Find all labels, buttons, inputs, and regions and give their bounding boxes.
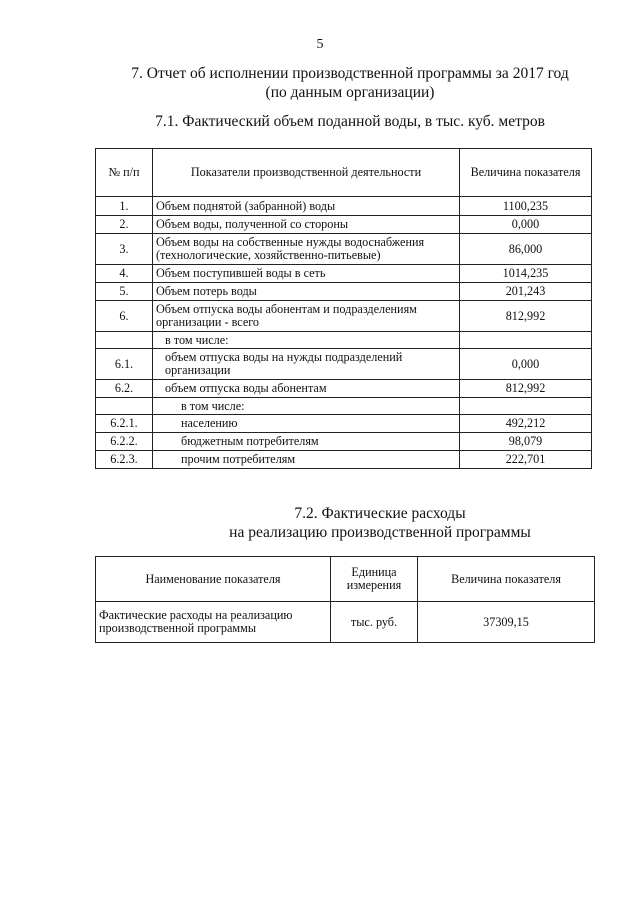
table-row <box>96 234 592 265</box>
expenses-table <box>95 556 595 643</box>
row-num: 3. <box>96 234 153 265</box>
row-num: 6.2.1. <box>96 415 153 433</box>
header-value: Величина показателя <box>460 149 592 197</box>
section-7-title-line2: (по данным организации) <box>265 84 435 101</box>
row-label: Объем отпуска воды абонентам и подразделениям организации - всего <box>153 301 460 332</box>
row-label: объем отпуска воды на нужды подразделений организации <box>153 349 460 380</box>
row-num: 2. <box>96 216 153 234</box>
header-unit: Единица измерения <box>331 557 418 602</box>
row-label: прочим потребителям <box>153 451 460 469</box>
table-row <box>96 451 592 469</box>
row-num <box>96 398 153 415</box>
row-label: в том числе: <box>153 398 460 415</box>
row-value: 201,243 <box>460 283 592 301</box>
row-value: 1100,235 <box>460 197 592 216</box>
table-row <box>96 380 592 398</box>
section-7-2-title-line2: на реализацию производственной программы <box>229 524 531 541</box>
row-num <box>96 332 153 349</box>
row-value: 812,992 <box>460 301 592 332</box>
section-7-title-line1: 7. Отчет об исполнении производственной программы за 2017 год <box>131 65 569 82</box>
table-row <box>96 301 592 332</box>
row-value: 492,212 <box>460 415 592 433</box>
row-num: 1. <box>96 197 153 216</box>
section-7-title <box>120 64 580 102</box>
row-value <box>460 398 592 415</box>
row-value: 0,000 <box>460 349 592 380</box>
row-value <box>460 332 592 349</box>
row-label: объем отпуска воды абонентам <box>153 380 460 398</box>
row-value: 812,992 <box>460 380 592 398</box>
header-indicator: Показатели производственной деятельности <box>153 149 460 197</box>
row-value: 86,000 <box>460 234 592 265</box>
table-row <box>96 602 595 643</box>
row-value: 1014,235 <box>460 265 592 283</box>
row-num: 6.1. <box>96 349 153 380</box>
section-7-2-title-line1: 7.2. Фактические расходы <box>294 505 466 522</box>
table-header-row <box>96 149 592 197</box>
row-label: Объем воды, полученной со стороны <box>153 216 460 234</box>
row-value: 98,079 <box>460 433 592 451</box>
section-7-1-title: 7.1. Фактический объем поданной воды, в тыс. куб. метров <box>155 113 545 130</box>
table-row <box>96 216 592 234</box>
row-label: Объем потерь воды <box>153 283 460 301</box>
table-row <box>96 433 592 451</box>
row-name: Фактические расходы на реализацию производственной программы <box>96 602 331 643</box>
row-num: 6.2.2. <box>96 433 153 451</box>
row-value: 0,000 <box>460 216 592 234</box>
row-label: Объем поднятой (забранной) воды <box>153 197 460 216</box>
table-row <box>96 349 592 380</box>
water-volume-table <box>95 148 592 469</box>
page-number: 5 <box>316 37 324 52</box>
section-7-2-title <box>150 504 610 542</box>
row-value: 37309,15 <box>418 602 595 643</box>
table-row <box>96 398 592 415</box>
table-row <box>96 197 592 216</box>
row-value: 222,701 <box>460 451 592 469</box>
table-row <box>96 415 592 433</box>
header-name: Наименование показателя <box>96 557 331 602</box>
row-unit: тыс. руб. <box>331 602 418 643</box>
row-label: бюджетным потребителям <box>153 433 460 451</box>
row-label: в том числе: <box>153 332 460 349</box>
header-num: № п/п <box>96 149 153 197</box>
row-num: 6.2.3. <box>96 451 153 469</box>
row-num: 4. <box>96 265 153 283</box>
row-label: населению <box>153 415 460 433</box>
table-row <box>96 332 592 349</box>
row-label: Объем поступившей воды в сеть <box>153 265 460 283</box>
row-num: 6. <box>96 301 153 332</box>
table-row <box>96 265 592 283</box>
row-num: 5. <box>96 283 153 301</box>
table-header-row <box>96 557 595 602</box>
row-label: Объем воды на собственные нужды водоснабжения (технологические, хозяйственно-питьевые) <box>153 234 460 265</box>
table-row <box>96 283 592 301</box>
row-num: 6.2. <box>96 380 153 398</box>
header-value: Величина показателя <box>418 557 595 602</box>
